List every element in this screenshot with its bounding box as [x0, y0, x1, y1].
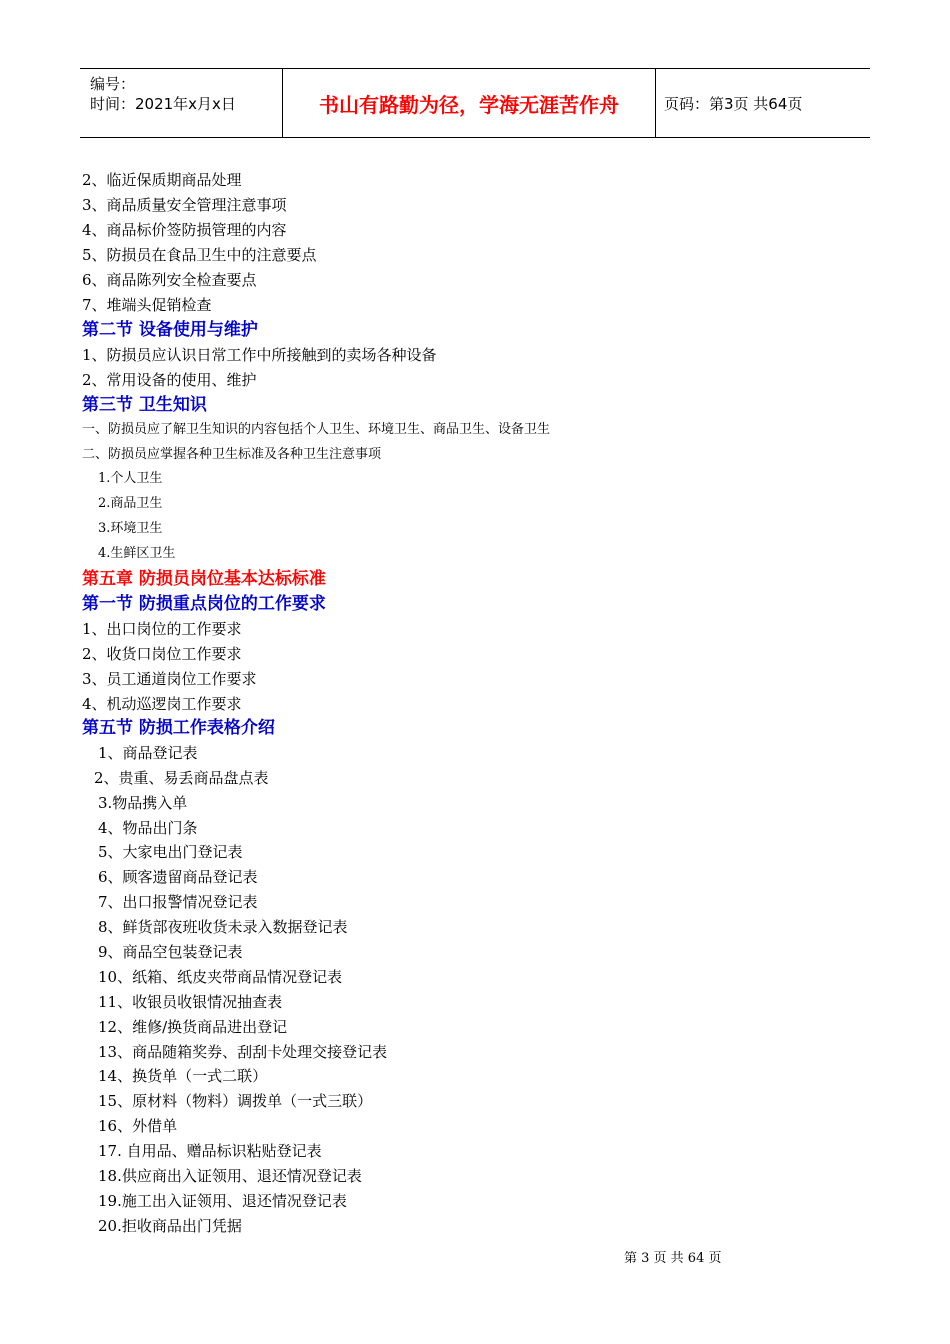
list-item: 19.施工出入证领用、退还情况登记表	[98, 1192, 347, 1210]
motto-text: 书山有路勤为径，学海无涯苦作舟	[319, 93, 619, 117]
list-item: 12、维修/换货商品进出登记	[98, 1018, 288, 1036]
section-heading: 第三节 卫生知识	[82, 395, 207, 415]
date-label: 时间：2021年x月x日	[90, 95, 236, 113]
list-item: 2、临近保质期商品处理	[82, 171, 242, 189]
section-heading: 第一节 防损重点岗位的工作要求	[82, 594, 326, 614]
header-meta-cell	[80, 69, 283, 137]
list-item: 7、堆端头促销检查	[82, 296, 212, 314]
list-item: 13、商品随箱奖券、刮刮卡处理交接登记表	[98, 1043, 388, 1061]
list-item: 一、防损员应了解卫生知识的内容包括个人卫生、环境卫生、商品卫生、设备卫生	[82, 422, 551, 437]
page-header	[80, 68, 870, 138]
list-item: 8、鲜货部夜班收货未录入数据登记表	[98, 918, 348, 936]
list-item: 16、外借单	[98, 1117, 178, 1135]
list-item: 9、商品空包装登记表	[98, 943, 243, 961]
list-item: 5、大家电出门登记表	[98, 843, 243, 861]
number-label: 编号：	[90, 75, 136, 93]
list-item: 2、收货口岗位工作要求	[82, 645, 242, 663]
list-item: 1、出口岗位的工作要求	[82, 620, 242, 638]
section-heading: 第五节 防损工作表格介绍	[82, 718, 275, 738]
list-item: 4、机动巡逻岗工作要求	[82, 695, 242, 713]
list-item: 3.环境卫生	[98, 521, 163, 536]
page-footer: 第 3 页 共 64 页	[624, 1251, 722, 1266]
list-item: 2、贵重、易丢商品盘点表	[94, 769, 269, 787]
list-item: 1.个人卫生	[98, 471, 163, 486]
list-item: 3、商品质量安全管理注意事项	[82, 196, 287, 214]
list-item: 18.供应商出入证领用、退还情况登记表	[98, 1167, 362, 1185]
list-item: 4、商品标价签防损管理的内容	[82, 221, 287, 239]
list-item: 7、出口报警情况登记表	[98, 893, 258, 911]
list-item: 2、常用设备的使用、维护	[82, 371, 257, 389]
list-item: 11、收银员收银情况抽查表	[98, 993, 283, 1011]
section-heading: 第二节 设备使用与维护	[82, 320, 258, 340]
list-item: 5、防损员在食品卫生中的注意要点	[82, 246, 317, 264]
list-item: 4.生鲜区卫生	[98, 546, 176, 561]
list-item: 1、商品登记表	[98, 744, 198, 762]
list-item: 2.商品卫生	[98, 496, 163, 511]
list-item: 6、商品陈列安全检查要点	[82, 271, 257, 289]
page-number-label: 页码：第3页 共64页	[664, 95, 803, 113]
header-motto-cell	[283, 69, 656, 137]
list-item: 3.物品携入单	[98, 794, 188, 812]
list-item: 20.拒收商品出门凭据	[98, 1217, 242, 1235]
list-item: 17. 自用品、赠品标识粘贴登记表	[98, 1142, 322, 1160]
list-item: 3、员工通道岗位工作要求	[82, 670, 257, 688]
chapter-heading: 第五章 防损员岗位基本达标标准	[82, 569, 326, 589]
list-item: 14、换货单（一式二联）	[98, 1067, 268, 1085]
list-item: 6、顾客遗留商品登记表	[98, 868, 258, 886]
list-item: 1、防损员应认识日常工作中所接触到的卖场各种设备	[82, 346, 437, 364]
list-item: 15、原材料（物料）调拨单（一式三联）	[98, 1092, 373, 1110]
list-item: 10、纸箱、纸皮夹带商品情况登记表	[98, 968, 343, 986]
list-item: 4、物品出门条	[98, 819, 198, 837]
list-item: 二、防损员应掌握各种卫生标准及各种卫生注意事项	[82, 447, 382, 462]
